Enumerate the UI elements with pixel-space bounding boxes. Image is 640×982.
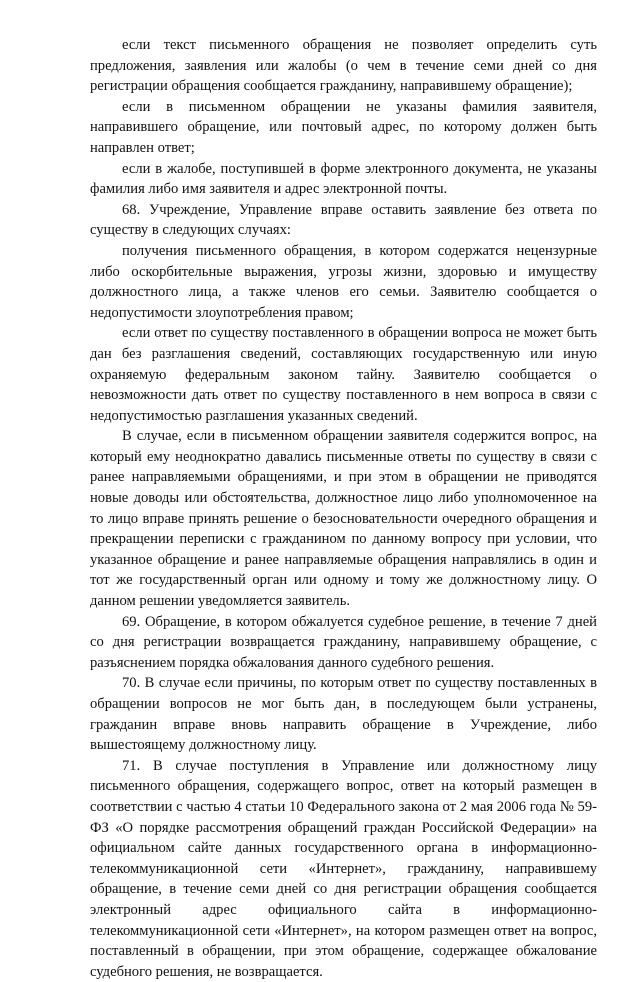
paragraph-obscene-language: получения письменного обращения, в котором содержатся нецензурные либо оскорбительные выражения, угрозы жизни, здоровью и имуществу должностного лица, а также членов его семьи. Заявителю сообщается о недопустимости злоупотребления правом; <box>90 242 597 321</box>
paragraph-state-secret: если ответ по существу поставленного в обращении вопроса не может быть дан без разглашения сведений, составляющих государственную или иную охраняемую федеральным законом тайну. Заявителю сообщается о невозможности дать ответ по существу поставленного в нем вопроса в связи с недопустимостью разглашения указанных сведений. <box>90 325 597 424</box>
paragraph-repeated-appeal: В случае, если в письменном обращении заявителя содержится вопрос, на который ему неоднократно давались письменные ответы по существу в связи с ранее направляемыми обращениями, и при этом в обращении не приводятся новые доводы или обстоятельства, должностное лицо либо уполномоченное на то лицо вправе принять решение о безосновательности очередного обращения и прекращении переписки с гражданином по данному вопросу при условии, что указанное обращение и ранее направляемые обращения направлялись в один и тот же государственный орган или одному и тому же должностному лицу. О данном решении уведомляется заявитель. <box>90 428 597 610</box>
paragraph-68: 68. Учреждение, Управление вправе оставить заявление без ответа по существу в следующих случаях: <box>90 201 597 239</box>
paragraph-undetermined-essence: если текст письменного обращения не позволяет определить суть предложения, заявления или жалобы (о чем в течение семи дней со дня регистрации обращения сообщается гражданину, направившему обращение); <box>90 37 597 95</box>
paragraph-missing-surname-address: если в письменном обращении не указаны фамилия заявителя, направившего обращение, или почтовый адрес, по которому должен быть направлен ответ; <box>90 98 597 156</box>
paragraph-71: 71. В случае поступления в Управление или должностному лицу письменного обращения, содержащего вопрос, ответ на который размещен в соответствии с частью 4 статьи 10 Федерального закона от 2 мая 2006 года № 59-ФЗ «О порядке рассмотрения обращений граждан Российской Федерации» на официальном сайте данных государственного органа в информационно-телекоммуникационной сети «Интернет», гражданину, направившему обращение, в течение семи дней со дня регистрации обращения сообщается электронный адрес официального сайта в информационно-телекоммуникационной сети «Интернет», на котором размещен ответ на вопрос, поставленный в обращении, при этом обращение, содержащее обжалование судебного решения, не возвращается. <box>90 757 597 980</box>
paragraph-70: 70. В случае если причины, по которым ответ по существу поставленных в обращении вопросов не мог быть дан, в последующем были устранены, гражданин вправе вновь направить обращение в Учреждение, либо вышестоящему должностному лицу. <box>90 675 597 754</box>
paragraph-69: 69. Обращение, в котором обжалуется судебное решение, в течение 7 дней со дня регистрации возвращается гражданину, направившему обращение, с разъяснением порядка обжалования данного судебного решения. <box>90 613 597 671</box>
paragraph-electronic-complaint: если в жалобе, поступившей в форме электронного документа, не указаны фамилия либо имя заявителя и адрес электронной почты. <box>90 160 597 198</box>
